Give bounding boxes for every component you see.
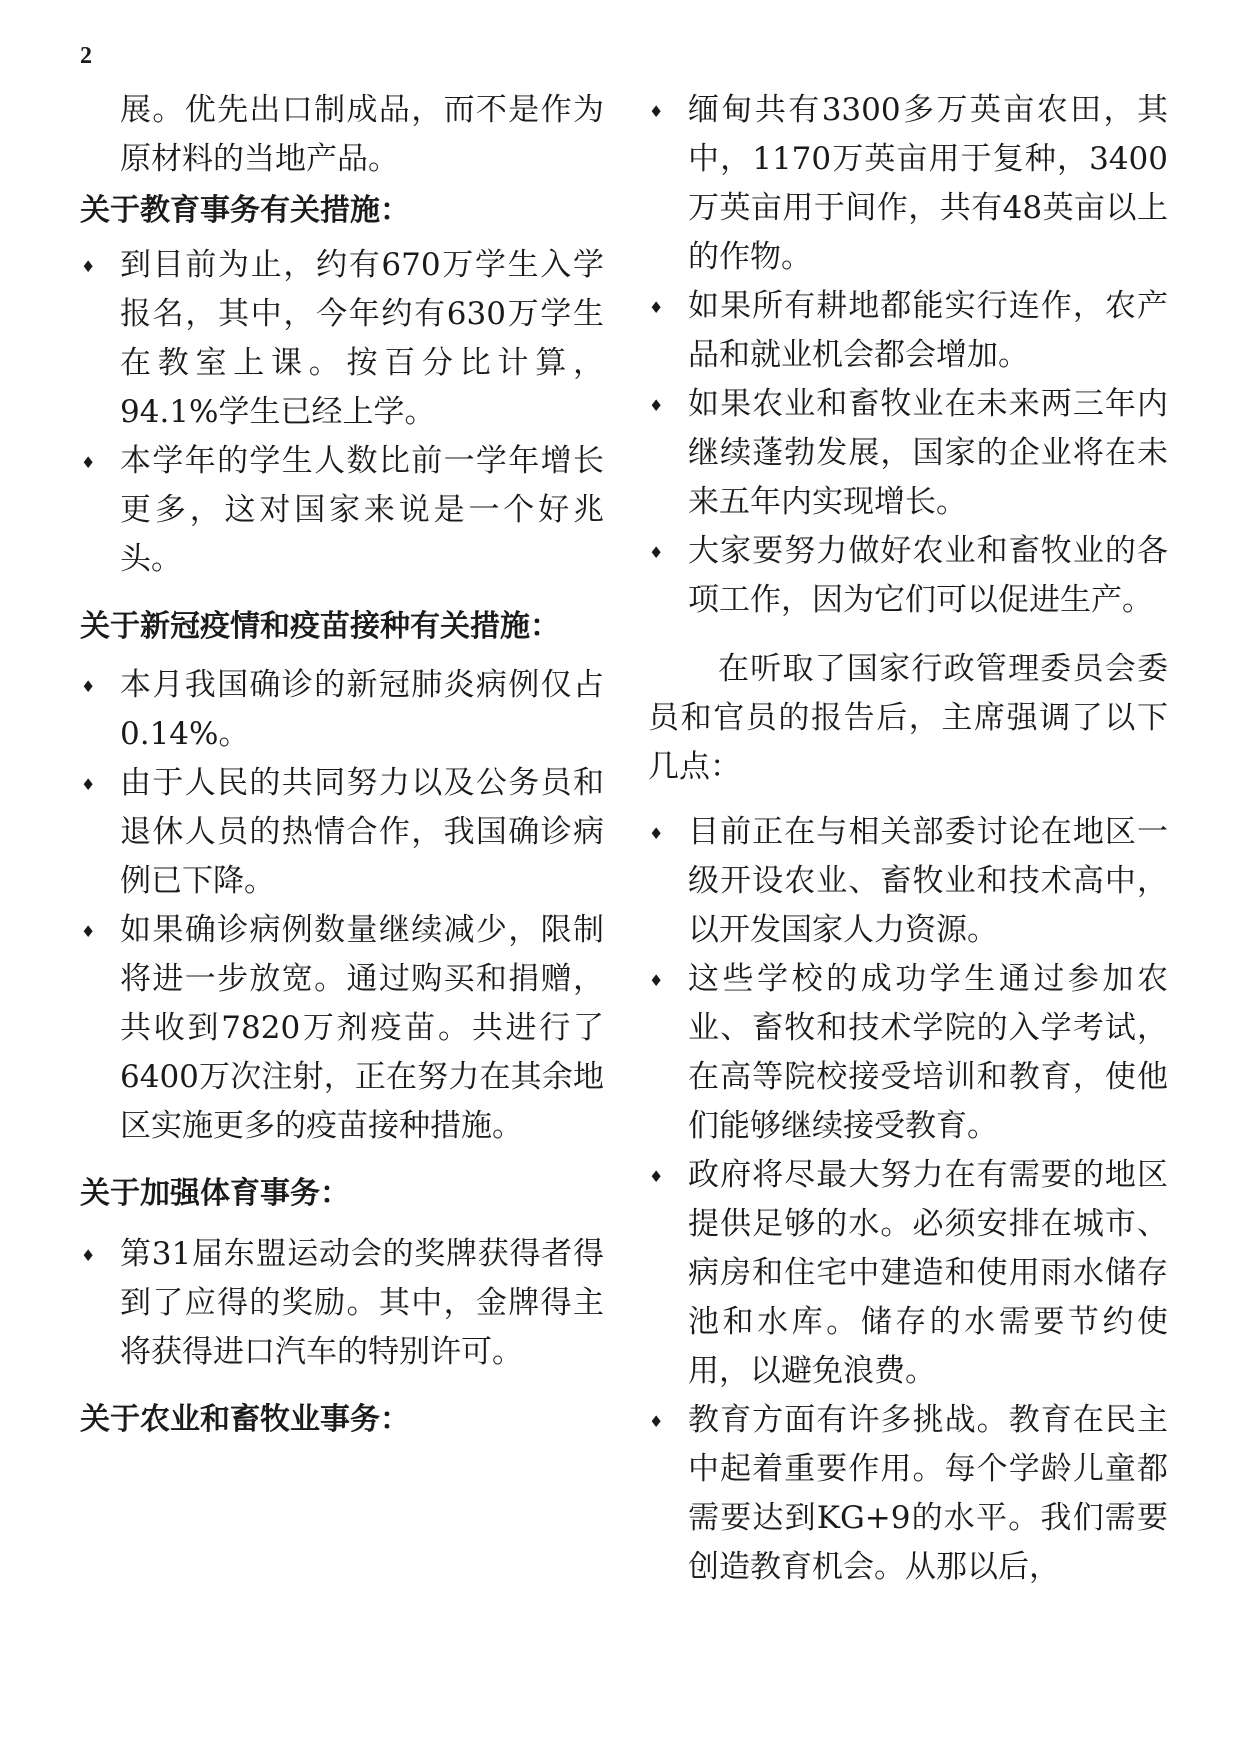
- covid-heading: 关于新冠疫情和疫苗接种有关措施：: [80, 609, 560, 644]
- education-list: [80, 241, 604, 584]
- list-item: [648, 380, 1168, 527]
- list-item-text: 本月我国确诊的新冠肺炎病例仅占0.14%。: [120, 667, 604, 752]
- list-item: [648, 282, 1168, 380]
- list-item-text: 政府将尽最大努力在有需要的地区提供足够的水。必须安排在城市、病房和住宅中建造和使用雨水储存池和水库。储存的水需要节约使用，以避免浪费。: [688, 1157, 1168, 1389]
- list-item: [648, 955, 1168, 1151]
- right-column: [648, 86, 1168, 1592]
- sports-heading: 关于加强体育事务：: [80, 1176, 350, 1211]
- list-item-text: 大家要努力做好农业和畜牧业的各项工作，因为它们可以促进生产。: [688, 533, 1168, 618]
- chairman-points-list: [648, 808, 1168, 1592]
- diamond-bullet-icon: ♦: [649, 298, 664, 317]
- sports-list: [80, 1230, 604, 1377]
- diamond-bullet-icon: ♦: [649, 396, 664, 415]
- list-item: [648, 1396, 1168, 1592]
- list-item: [648, 527, 1168, 625]
- left-column: [80, 86, 604, 1444]
- list-item-text: 缅甸共有3300多万英亩农田，其中，1170万英亩用于复种，3400万英亩用于间作，共有48英亩以上的作物。: [688, 92, 1168, 275]
- continued-text: 展。优先出口制成品，而不是作为原材料的当地产品。: [120, 92, 604, 177]
- diamond-bullet-icon: ♦: [81, 257, 96, 276]
- agriculture-list: [648, 86, 1168, 625]
- education-heading: 关于教育事务有关措施：: [80, 193, 410, 228]
- covid-list: [80, 661, 604, 1151]
- list-item-text: 到目前为止，约有670万学生入学报名，其中，今年约有630万学生在教室上课。按百分比计算，94.1%学生已经上学。: [120, 247, 604, 430]
- diamond-bullet-icon: ♦: [81, 677, 96, 696]
- list-item: [80, 437, 604, 584]
- list-item: [648, 808, 1168, 955]
- list-item-text: 如果所有耕地都能实行连作，农产品和就业机会都会增加。: [688, 288, 1168, 373]
- list-item-text: 第31届东盟运动会的奖牌获得者得到了应得的奖励。其中，金牌得主将获得进口汽车的特别许可。: [120, 1236, 604, 1370]
- diamond-bullet-icon: ♦: [649, 1167, 664, 1186]
- list-item-text: 这些学校的成功学生通过参加农业、畜牧和技术学院的入学考试，在高等院校接受培训和教育，使他们能够继续接受教育。: [688, 961, 1168, 1144]
- list-item: [80, 759, 604, 906]
- list-item-text: 如果农业和畜牧业在未来两三年内继续蓬勃发展，国家的企业将在未来五年内实现增长。: [688, 386, 1168, 520]
- diamond-bullet-icon: ♦: [649, 543, 664, 562]
- list-item-text: 由于人民的共同努力以及公务员和退休人员的热情合作，我国确诊病例已下降。: [120, 765, 604, 899]
- list-item-text: 教育方面有许多挑战。教育在民主中起着重要作用。每个学龄儿童都需要达到KG+9的水平。我们需要创造教育机会。从那以后，: [688, 1402, 1168, 1585]
- diamond-bullet-icon: ♦: [81, 922, 96, 941]
- diamond-bullet-icon: ♦: [649, 971, 664, 990]
- page-number: 2: [80, 43, 92, 69]
- list-item: [80, 661, 604, 759]
- list-item: [80, 1230, 604, 1377]
- diamond-bullet-icon: ♦: [649, 102, 664, 121]
- diamond-bullet-icon: ♦: [649, 1412, 664, 1431]
- diamond-bullet-icon: ♦: [81, 1246, 96, 1265]
- list-item: [648, 86, 1168, 282]
- list-item-text: 本学年的学生人数比前一学年增长更多，这对国家来说是一个好兆头。: [120, 443, 604, 577]
- diamond-bullet-icon: ♦: [649, 824, 664, 843]
- list-item: [80, 906, 604, 1151]
- list-item-text: 目前正在与相关部委讨论在地区一级开设农业、畜牧业和技术高中，以开发国家人力资源。: [688, 814, 1168, 948]
- list-item-text: 如果确诊病例数量继续减少，限制将进一步放宽。通过购买和捐赠，共收到7820万剂疫苗。共进行了6400万次注射，正在努力在其余地区实施更多的疫苗接种措施。: [120, 912, 604, 1144]
- agriculture-heading: 关于农业和畜牧业事务：: [80, 1402, 410, 1437]
- list-item: [648, 1151, 1168, 1396]
- list-item: [80, 241, 604, 437]
- chairman-intro-paragraph: 在听取了国家行政管理委员会委员和官员的报告后，主席强调了以下几点：: [648, 651, 1168, 785]
- diamond-bullet-icon: ♦: [81, 453, 96, 472]
- diamond-bullet-icon: ♦: [81, 775, 96, 794]
